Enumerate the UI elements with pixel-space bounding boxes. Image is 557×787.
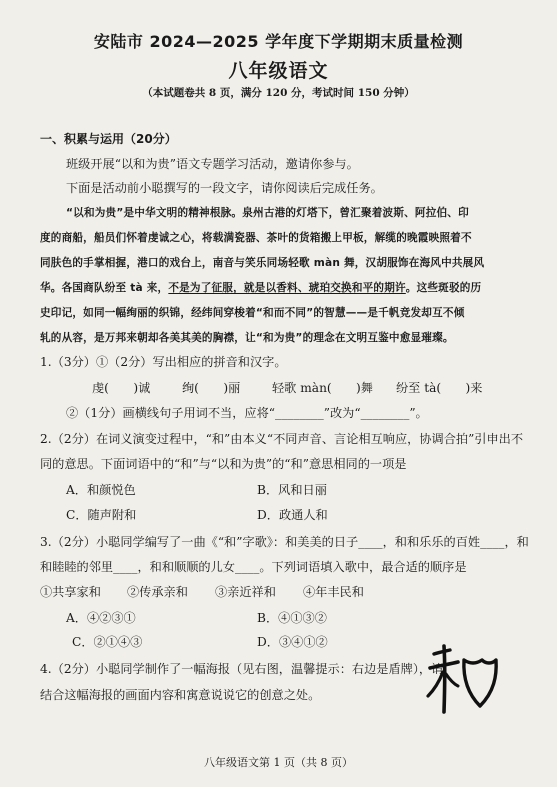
option-b: B．④①③② — [257, 611, 327, 625]
question-3-stem: 3.（2分）小聪同学编写了一曲《“和”字歌》：和美美的日子____，和和乐乐的百姓____，和 — [40, 535, 529, 549]
option-b: B．风和日丽 — [257, 483, 327, 497]
option-a: A．和颜悦色 — [66, 483, 136, 497]
passage-line: 史印记，如同一幅绚丽的织锦，经纬间穿梭着“和而不同”的智慧——是千帆竞发却互不倾 — [40, 307, 465, 319]
question-4-stem: 结合这幅海报的画面内容和寓意说说它的创意之处。 — [40, 688, 321, 702]
option-c: C．②①④③ — [72, 635, 143, 649]
passage-line — [40, 280, 481, 295]
page-footer: 八年级语文第 1 页（共 8 页） — [204, 756, 353, 769]
task-intro: 下面是活动前小聪撰写的一段文字，请你阅读后完成任务。 — [66, 181, 383, 195]
subject-title: 八年级语文 — [228, 60, 329, 82]
passage-line: 轧的从容，是万邦来朝却各美其美的胸襟，让“和为贵”的理念在文明互鉴中愈显璀璨。 — [40, 332, 454, 344]
passage-line: 同肤色的手掌相握，港口的戏台上，南音与笑乐同场轻歌 màn 舞，汉胡服饰在海风中共展风 — [40, 257, 485, 269]
question-4-stem: 4.（2分）小聪同学制作了一幅海报（见右图，温馨提示：右边是盾牌），请 — [40, 662, 444, 676]
pinyin-item: 绚( )丽 — [182, 381, 241, 395]
pinyin-item: 虔( )诚 — [92, 381, 151, 395]
passage-text: 华。各国商队纷至 tà 来， — [40, 282, 169, 294]
underlined-sentence: 不是为了征服，就是以香料、琥珀交换和平的期许 — [168, 282, 406, 294]
word-choice: ④年丰民和 — [303, 585, 364, 599]
exam-note: （本试题卷共 8 页，满分 120 分，考试时间 150 分钟） — [142, 87, 415, 99]
question-1-sub2: ②（1分）画横线句子用词不当，应将“________”改为“________”。 — [66, 406, 428, 420]
passage-text: 。这些斑驳的历 — [405, 282, 482, 294]
passage-line: “以和为贵”是中华文明的精神根脉。泉州古港的灯塔下，曾汇聚着波斯、阿拉伯、印 — [66, 207, 469, 219]
word-choice: ①共享家和 — [40, 585, 101, 599]
question-2-stem: 同的意思。下面词语中的“和”与“以和为贵”的“和”意思相同的一项是 — [40, 457, 407, 471]
passage-line: 度的商船，船员们怀着虔诚之心，将载满瓷器、茶叶的货箱搬上甲板，解缆的晚霞映照着不 — [40, 232, 472, 244]
activity-intro: 班级开展“以和为贵”语文专题学习活动，邀请你参与。 — [66, 157, 359, 171]
pinyin-item: 轻歌 màn( )舞 — [272, 381, 373, 395]
option-d: D．③④①② — [257, 635, 328, 649]
question-3-stem: 和睦睦的邻里____，和和顺顺的儿女____。下列词语填入歌中，最合适的顺序是 — [40, 560, 467, 574]
pinyin-item: 纷至 tà( )来 — [396, 381, 483, 395]
section-heading: 一、积累与运用（20分） — [40, 132, 177, 146]
word-choice: ②传承亲和 — [127, 585, 188, 599]
question-2-stem: 2.（2分）在词义演变过程中，“和”由本义“不同声音、言论相互响应，协调合拍”引申出不 — [40, 432, 524, 446]
poster-image — [424, 640, 502, 718]
exam-title: 安陆市 2024—2025 学年度下学期期末质量检测 — [93, 32, 464, 51]
question-1-stem: 1.（3分）①（2分）写出相应的拼音和汉字。 — [40, 355, 287, 369]
option-a: A．④②③① — [66, 611, 136, 625]
option-d: D．政通人和 — [257, 508, 328, 522]
word-choice: ③亲近祥和 — [215, 585, 276, 599]
option-c: C．随声附和 — [66, 508, 137, 522]
shield-glyph-icon — [424, 640, 502, 718]
